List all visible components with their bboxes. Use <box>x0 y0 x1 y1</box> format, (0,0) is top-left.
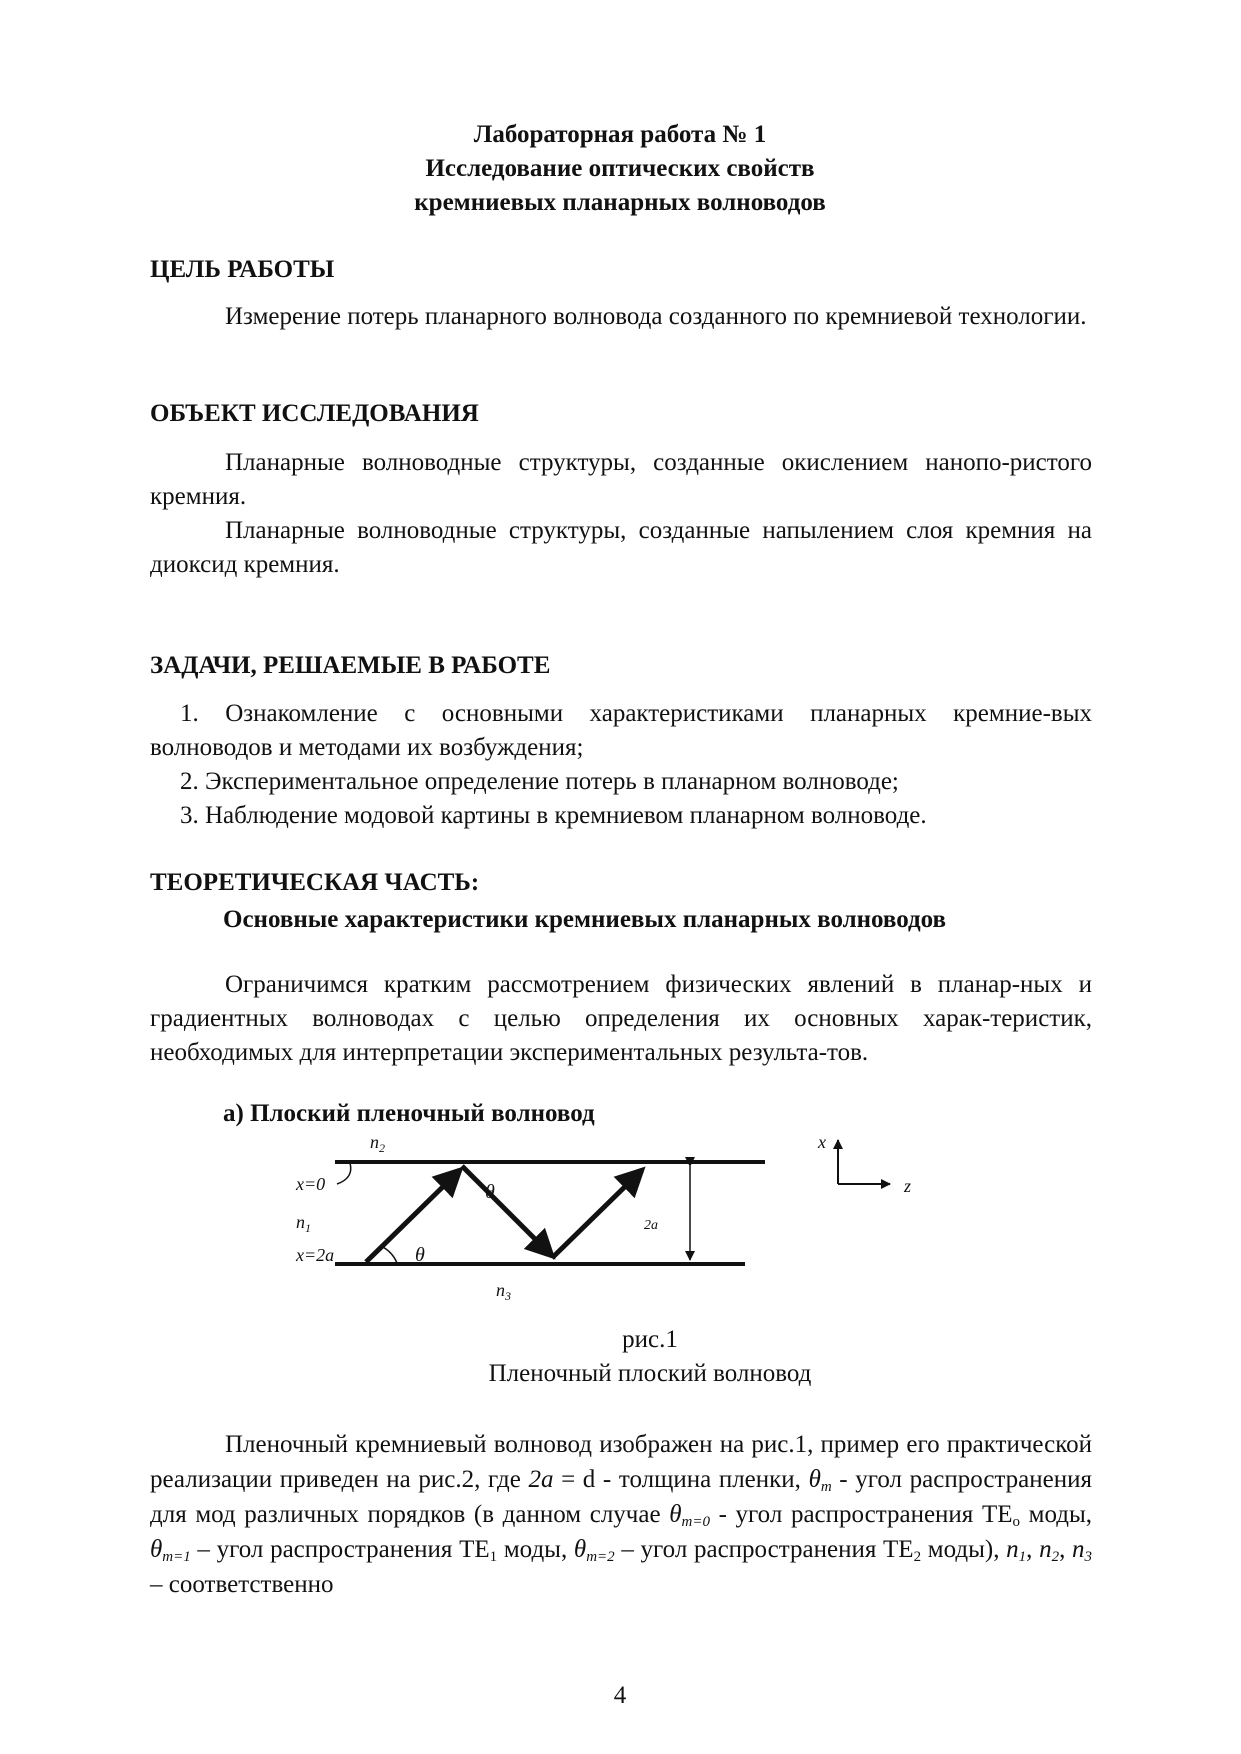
goal-text: Измерение потерь планарного волновода созданного по кремниевой технологии. <box>225 303 1087 330</box>
page-number: 4 <box>613 1682 627 1709</box>
title-line-1: Лабораторная работа № 1 <box>473 121 767 148</box>
label-axis-x: x <box>818 1132 826 1152</box>
object-heading: ОБЪЕКТ ИССЛЕДОВАНИЯ <box>150 400 479 427</box>
label-theta-top: θ <box>485 1181 495 1203</box>
label-theta-bottom: θ <box>415 1244 425 1266</box>
goal-heading: ЦЕЛЬ РАБОТЫ <box>150 256 335 283</box>
task-item-3: 3. Наблюдение модовой картины в кремниевом планарном волноводе. <box>180 802 927 829</box>
label-n3: $n_3$ <box>496 1280 511 1303</box>
angle-arc-bottom <box>383 1247 397 1263</box>
ray-arrow-3 <box>552 1170 642 1258</box>
ray-arrow-2 <box>462 1166 552 1256</box>
theory-heading: ТЕОРЕТИЧЕСКАЯ ЧАСТЬ: <box>150 869 480 896</box>
label-2a: 2a <box>644 1218 658 1233</box>
description-paragraph: Пленочный кремниевый волновод изображен на рис.1, пример его практической реализации приведен на рис.2, где 2a = d - толщина пленки, $\theta_m$ - угол распространения для мод различных порядков (в данном случае $\theta_{m=0}$ - угол распространения $TE_o$ моды, $\theta_{m=1}$ – угол распространения $TE_1$ моды, $\theta_{m=2}$ – угол распространения $TE_2$ моды), $n_1$, $n_2$, $n_3$ – соответственно <box>150 1431 1093 1598</box>
label-x0: x=0 <box>296 1174 326 1194</box>
theory-intro: Ограничимся кратким рассмотрением физических явлений в планар-ных и градиентных волноводах с целью определения их основных харак-теристик, необходимых для интерпретации экспериментальных результа-тов. <box>150 971 1092 1066</box>
tasks-heading: ЗАДАЧИ, РЕШАЕМЫЕ В РАБОТЕ <box>150 652 551 679</box>
label-n2: $n_2$ <box>370 1132 385 1155</box>
angle-arc-top <box>337 1163 351 1184</box>
title-line-2: Исследование оптических свойств <box>425 155 815 182</box>
figure-caption-title: Пленочный плоский волновод <box>488 1360 812 1387</box>
ray-arrow-1 <box>366 1170 460 1262</box>
title-line-3: кремниевых планарных волноводов <box>414 189 826 216</box>
figure-caption-number: рис.1 <box>622 1326 678 1353</box>
task-item-2: 2. Экспериментальное определение потерь в планарном волноводе; <box>180 768 899 795</box>
object-paragraph-2: Планарные волноводные структуры, созданные напылением слоя кремния на диоксид кремния. <box>150 517 1092 578</box>
section-a-heading: а) Плоский пленочный волновод <box>223 1100 595 1127</box>
label-axis-z: z <box>904 1176 912 1196</box>
object-paragraph-1: Планарные волноводные структуры, созданные окислением нанопо-ристого кремния. <box>150 449 1092 510</box>
lab-title <box>150 118 1090 220</box>
label-x2a: x=2a <box>296 1245 335 1265</box>
label-n1: $n_1$ <box>296 1212 311 1235</box>
task-item-1: 1. Ознакомление с основными характеристиками планарных кремние-вых волноводов и методами их возбуждения; <box>150 700 1092 761</box>
theory-subheading: Основные характеристики кремниевых планарных волноводов <box>223 906 947 933</box>
planar-waveguide-figure <box>290 1128 930 1318</box>
